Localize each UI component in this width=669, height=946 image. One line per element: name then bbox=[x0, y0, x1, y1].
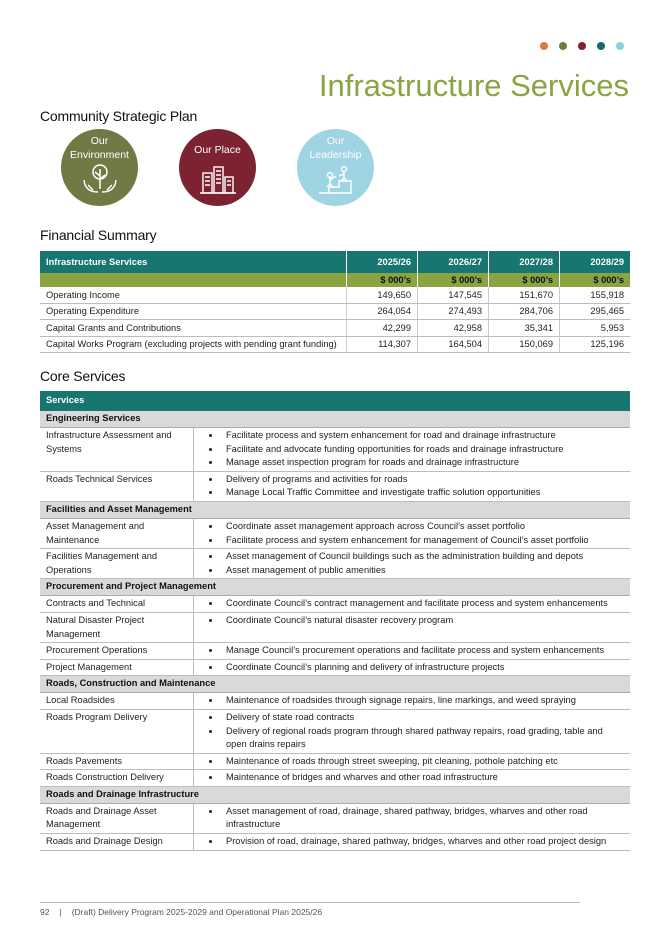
unit-cell bbox=[40, 273, 347, 287]
bullet-item: • Manage asset inspection program for roads and drainage infrastructure bbox=[221, 456, 624, 470]
service-description bbox=[194, 834, 631, 851]
service-name: Procurement Operations bbox=[40, 643, 194, 660]
category-row bbox=[40, 676, 630, 693]
service-name: Project Management bbox=[40, 659, 194, 676]
our-leadership-badge bbox=[297, 129, 374, 206]
service-row bbox=[40, 518, 630, 548]
service-name: Roads Program Delivery bbox=[40, 709, 194, 753]
decorative-dots bbox=[540, 42, 624, 50]
row-label: Operating Income bbox=[40, 287, 347, 303]
service-name: Roads Technical Services bbox=[40, 471, 194, 501]
bullet-item: • Asset management of Council buildings such as the administration building and depots bbox=[221, 550, 624, 564]
service-row bbox=[40, 770, 630, 787]
footer-text: (Draft) Delivery Program 2025-2029 and Operational Plan 2025/26 bbox=[71, 907, 323, 917]
badge-label: Our Environment bbox=[70, 135, 129, 161]
bullet-item: • Asset management of road, drainage, shared pathway, bridges, wharves and other road infrastructure bbox=[221, 805, 624, 832]
value-cell: 284,706 bbox=[489, 303, 560, 320]
bullet-item: • Manage Local Traffic Committee and investigate traffic solution opportunities bbox=[221, 486, 624, 500]
services-header-row bbox=[40, 391, 630, 411]
column-header: 2028/29 bbox=[560, 251, 631, 273]
value-cell: 35,341 bbox=[489, 320, 560, 337]
bullet-list bbox=[200, 711, 624, 752]
value-cell: 164,504 bbox=[418, 336, 489, 353]
dot-4 bbox=[597, 42, 605, 50]
bullet-item: • Maintenance of roadsides through signage repairs, line markings, and weed spraying bbox=[221, 694, 624, 708]
bullet-item: • Coordinate Council’s natural disaster recovery program bbox=[221, 614, 624, 628]
category-row bbox=[40, 411, 630, 428]
category-row bbox=[40, 579, 630, 596]
csp-heading: Community Strategic Plan bbox=[40, 108, 198, 124]
our-place-badge bbox=[179, 129, 256, 206]
bullet-list bbox=[200, 771, 624, 785]
service-description bbox=[194, 612, 631, 642]
bullet-list bbox=[200, 835, 624, 849]
dot-2 bbox=[559, 42, 567, 50]
column-header: Infrastructure Services bbox=[40, 251, 347, 273]
financial-summary-table bbox=[40, 251, 630, 353]
bullet-list bbox=[200, 805, 624, 832]
bullet-list bbox=[200, 694, 624, 708]
unit-cell: $ 000’s bbox=[489, 273, 560, 287]
service-row bbox=[40, 753, 630, 770]
value-cell: 149,650 bbox=[347, 287, 418, 303]
service-name: Roads Construction Delivery bbox=[40, 770, 194, 787]
row-label: Capital Grants and Contributions bbox=[40, 320, 347, 337]
units-row bbox=[40, 273, 630, 287]
badge-label: Our Leadership bbox=[309, 135, 362, 161]
page-number: 92 bbox=[40, 907, 50, 917]
bullet-item: • Maintenance of roads through street sweeping, pit cleaning, pothole patching etc bbox=[221, 755, 624, 769]
service-description bbox=[194, 471, 631, 501]
service-row bbox=[40, 549, 630, 579]
bullet-list bbox=[200, 661, 624, 675]
core-services-heading: Core Services bbox=[40, 368, 126, 384]
service-row bbox=[40, 471, 630, 501]
service-description bbox=[194, 803, 631, 833]
service-name: Roads and Drainage Design bbox=[40, 834, 194, 851]
bullet-item: • Facilitate and advocate funding opportunities for roads and drainage infrastructure bbox=[221, 443, 624, 457]
service-description bbox=[194, 428, 631, 472]
service-row bbox=[40, 659, 630, 676]
footer-divider bbox=[40, 902, 580, 903]
bullet-list bbox=[200, 614, 624, 628]
category-row bbox=[40, 786, 630, 803]
bullet-item: • Delivery of programs and activities for roads bbox=[221, 473, 624, 487]
service-description bbox=[194, 643, 631, 660]
bullet-item: • Delivery of state road contracts bbox=[221, 711, 624, 725]
bullet-item: • Delivery of regional roads program through shared pathway repairs, road grading, table and open drains repairs bbox=[221, 725, 624, 752]
financial-summary-heading: Financial Summary bbox=[40, 227, 157, 243]
dot-3 bbox=[578, 42, 586, 50]
service-row bbox=[40, 612, 630, 642]
service-name: Natural Disaster Project Management bbox=[40, 612, 194, 642]
dot-1 bbox=[540, 42, 548, 50]
bullet-item: • Coordinate Council’s contract management and facilitate process and system enhancements bbox=[221, 597, 624, 611]
service-row bbox=[40, 428, 630, 472]
value-cell: 147,545 bbox=[418, 287, 489, 303]
bullet-list bbox=[200, 597, 624, 611]
tree-hands-icon bbox=[81, 163, 119, 197]
table-row bbox=[40, 320, 630, 337]
service-row bbox=[40, 596, 630, 613]
service-name: Contracts and Technical bbox=[40, 596, 194, 613]
service-description bbox=[194, 753, 631, 770]
service-row bbox=[40, 803, 630, 833]
table-row bbox=[40, 287, 630, 303]
unit-cell: $ 000’s bbox=[418, 273, 489, 287]
service-description bbox=[194, 549, 631, 579]
value-cell: 151,670 bbox=[489, 287, 560, 303]
service-name: Infrastructure Assessment and Systems bbox=[40, 428, 194, 472]
service-name: Facilities Management and Operations bbox=[40, 549, 194, 579]
service-description bbox=[194, 693, 631, 710]
category-label: Procurement and Project Management bbox=[40, 579, 630, 596]
service-description bbox=[194, 770, 631, 787]
category-label: Engineering Services bbox=[40, 411, 630, 428]
bullet-list bbox=[200, 755, 624, 769]
our-environment-badge bbox=[61, 129, 138, 206]
service-name: Roads Pavements bbox=[40, 753, 194, 770]
page-footer bbox=[40, 907, 322, 917]
value-cell: 264,054 bbox=[347, 303, 418, 320]
value-cell: 125,196 bbox=[560, 336, 631, 353]
unit-cell: $ 000’s bbox=[560, 273, 631, 287]
category-label: Roads and Drainage Infrastructure bbox=[40, 786, 630, 803]
service-description bbox=[194, 596, 631, 613]
category-label: Facilities and Asset Management bbox=[40, 501, 630, 518]
value-cell: 42,299 bbox=[347, 320, 418, 337]
value-cell: 155,918 bbox=[560, 287, 631, 303]
bullet-item: • Coordinate Council’s planning and delivery of infrastructure projects bbox=[221, 661, 624, 675]
bullet-item: • Asset management of public amenities bbox=[221, 564, 624, 578]
page-title: Infrastructure Services bbox=[318, 68, 629, 103]
climbing-people-icon bbox=[317, 163, 355, 197]
value-cell: 5,953 bbox=[560, 320, 631, 337]
column-header: 2025/26 bbox=[347, 251, 418, 273]
bullet-item: • Coordinate asset management approach across Council’s asset portfolio bbox=[221, 520, 624, 534]
category-row bbox=[40, 501, 630, 518]
core-services-table bbox=[40, 391, 630, 851]
bullet-list bbox=[200, 550, 624, 577]
table-header-row bbox=[40, 251, 630, 273]
bullet-list bbox=[200, 644, 624, 658]
footer-separator: | bbox=[59, 907, 62, 917]
service-description bbox=[194, 709, 631, 753]
row-label: Capital Works Program (excluding projects with pending grant funding) bbox=[40, 336, 347, 353]
bullet-item: • Provision of road, drainage, shared pathway, bridges, wharves and other road project design bbox=[221, 835, 624, 849]
category-label: Roads, Construction and Maintenance bbox=[40, 676, 630, 693]
column-header: 2026/27 bbox=[418, 251, 489, 273]
service-name: Asset Management and Maintenance bbox=[40, 518, 194, 548]
service-row bbox=[40, 834, 630, 851]
bullet-list bbox=[200, 520, 624, 547]
bullet-list bbox=[200, 473, 624, 500]
bullet-list bbox=[200, 429, 624, 470]
services-header: Services bbox=[40, 391, 630, 411]
value-cell: 42,958 bbox=[418, 320, 489, 337]
service-row bbox=[40, 709, 630, 753]
table-row bbox=[40, 336, 630, 353]
column-header: 2027/28 bbox=[489, 251, 560, 273]
badge-label: Our Place bbox=[194, 144, 241, 156]
value-cell: 114,307 bbox=[347, 336, 418, 353]
service-description bbox=[194, 659, 631, 676]
bullet-item: • Facilitate process and system enhancement for management of Council’s asset portfolio bbox=[221, 534, 624, 548]
bullet-item: • Facilitate process and system enhancement for road and drainage infrastructure bbox=[221, 429, 624, 443]
service-name: Local Roadsides bbox=[40, 693, 194, 710]
service-row bbox=[40, 693, 630, 710]
city-buildings-icon bbox=[199, 163, 237, 197]
bullet-item: • Manage Council’s procurement operations and facilitate process and system enhancements bbox=[221, 644, 624, 658]
service-description bbox=[194, 518, 631, 548]
dot-5 bbox=[616, 42, 624, 50]
value-cell: 274,493 bbox=[418, 303, 489, 320]
bullet-item: • Maintenance of bridges and wharves and other road infrastructure bbox=[221, 771, 624, 785]
service-name: Roads and Drainage Asset Management bbox=[40, 803, 194, 833]
service-row bbox=[40, 643, 630, 660]
value-cell: 150,069 bbox=[489, 336, 560, 353]
row-label: Operating Expenditure bbox=[40, 303, 347, 320]
value-cell: 295,465 bbox=[560, 303, 631, 320]
table-row bbox=[40, 303, 630, 320]
unit-cell: $ 000’s bbox=[347, 273, 418, 287]
